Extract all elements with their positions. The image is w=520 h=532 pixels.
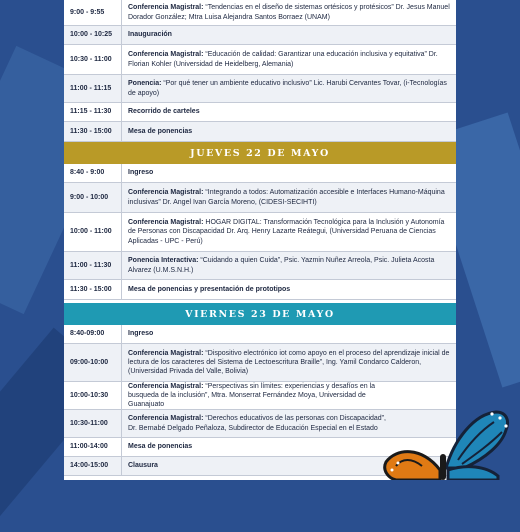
schedule-row (64, 280, 456, 300)
row-label: Conferencia Magistral: (128, 415, 204, 423)
row-text: “Cuidando a quien Cuida”, Psic. Yazmin Nuñez Arreola, Psic. Julieta Acosta Alvarez (U.M.S.N.H.) (128, 257, 435, 274)
row-label: Ponencia: (128, 80, 162, 88)
row-time: 10:00 - 10:25 (64, 26, 122, 44)
row-label: Recorrido de carteles (128, 108, 200, 116)
butterfly-body (440, 454, 446, 480)
row-label: Conferencia Magistral: (128, 382, 204, 390)
row-time: 11:30 - 15:00 (64, 280, 122, 299)
row-time: 8:40-09:00 (64, 325, 122, 343)
row-time: 9:00 - 9:55 (64, 0, 122, 25)
butterfly-left-wing (385, 452, 440, 480)
row-text: “Tendencias en el diseño de sistemas ortésicos y protésicos” Dr. Jesus Manuel Dorador González; Mtra Luisa Alejandra Santos Borraez (UNAM) (128, 4, 450, 21)
row-label: Mesa de ponencias (128, 443, 193, 451)
schedule-row (64, 0, 456, 26)
butterfly-right-wing (446, 412, 508, 480)
schedule-row (64, 213, 456, 252)
row-time: 9:00 - 10:00 (64, 183, 122, 212)
row-label: Conferencia Magistral: (128, 4, 204, 12)
row-time: 10:00 - 11:00 (64, 213, 122, 251)
row-label: Conferencia Magistral: (128, 219, 204, 227)
day-header-friday: VIERNES 23 DE MAYO (64, 303, 456, 325)
schedule-sheet (64, 0, 456, 480)
day-header-thursday: JUEVES 22 DE MAYO (64, 142, 456, 164)
schedule-row (64, 103, 456, 122)
row-label: Ingreso (128, 330, 154, 338)
row-label: Clausura (128, 462, 158, 470)
row-time: 11:00 - 11:15 (64, 75, 122, 102)
schedule-row (64, 325, 456, 344)
row-time: 11:15 - 11:30 (64, 103, 122, 121)
butterfly-icon (382, 410, 512, 480)
row-text: “Perspectivas sin límites: experiencias y desafíos en la busqueda de la inclusión”, Mtra. Monserrat Fernández Moya, Universidad de Guanajuato (128, 382, 376, 409)
schedule-row (64, 164, 456, 183)
row-text: “Educación de calidad: Garantizar una educación inclusiva y equitativa” Dr. Florian Kohler (Universidad de Heidelberg, Alemania) (128, 51, 438, 68)
row-time: 09:00-10:00 (64, 344, 122, 381)
row-label: Ponencia Interactiva: (128, 257, 199, 265)
row-text: “Derechos educativos de las personas con Discapacidad”, Dr. Bernabé Delgado Peñaloza, Subdirector de Educación Especial en el Estado (128, 415, 386, 432)
row-time: 11:30 - 15:00 (64, 122, 122, 141)
row-label: Conferencia Magistral: (128, 349, 204, 357)
row-label: Conferencia Magistral: (128, 51, 204, 59)
row-label: Mesa de ponencias y presentación de prototipos (128, 285, 291, 293)
schedule-row (64, 382, 456, 410)
row-label: Conferencia Magistral: (128, 189, 204, 197)
row-text: “Dispositivo electrónico iot como apoyo en el proceso del aprendizaje inicial de lectura de los caracteres del Sistema de Lectoescritura Braille”, Ing. Yamil Condarco Calderon, (Universidad Privada del Valle, Bolivia) (128, 349, 450, 376)
row-label: Mesa de ponencias (128, 127, 193, 135)
row-time: 8:40 - 9:00 (64, 164, 122, 182)
schedule-row (64, 26, 456, 45)
row-text: “Por qué tener un ambiente educativo inclusivo” Lic. Harubi Cervantes Tovar, (i-Tecnologías de apoyo) (128, 80, 447, 97)
row-time: 11:00-14:00 (64, 438, 122, 456)
row-label: Ingreso (128, 169, 154, 177)
row-time: 14:00-15:00 (64, 457, 122, 475)
row-time: 10:30 - 11:00 (64, 45, 122, 74)
schedule-row (64, 45, 456, 75)
row-label: Inauguración (128, 31, 172, 39)
schedule-row (64, 344, 456, 382)
row-text: “Integrando a todos: Automatización accesible e Interfaces Humano-Máquina inclusivas” Dr. Angel Ivan García Moreno, (CIDESI-SECIHTI) (128, 189, 445, 206)
schedule-row (64, 252, 456, 280)
schedule-row (64, 122, 456, 142)
schedule-row (64, 183, 456, 213)
row-time: 10:30-11:00 (64, 410, 122, 437)
schedule-row (64, 75, 456, 103)
row-time: 11:00 - 11:30 (64, 252, 122, 279)
row-text: HOGAR DIGITAL: Transformación Tecnológica para la Inclusión y Autonomía de Personas con Discapacidad Dr. Arq. Henry Lazarte Reátegui, (Universidad Peruana de Ciencias Aplicadas - UPC - Perú) (128, 219, 445, 245)
row-time: 10:00-10:30 (64, 382, 122, 409)
